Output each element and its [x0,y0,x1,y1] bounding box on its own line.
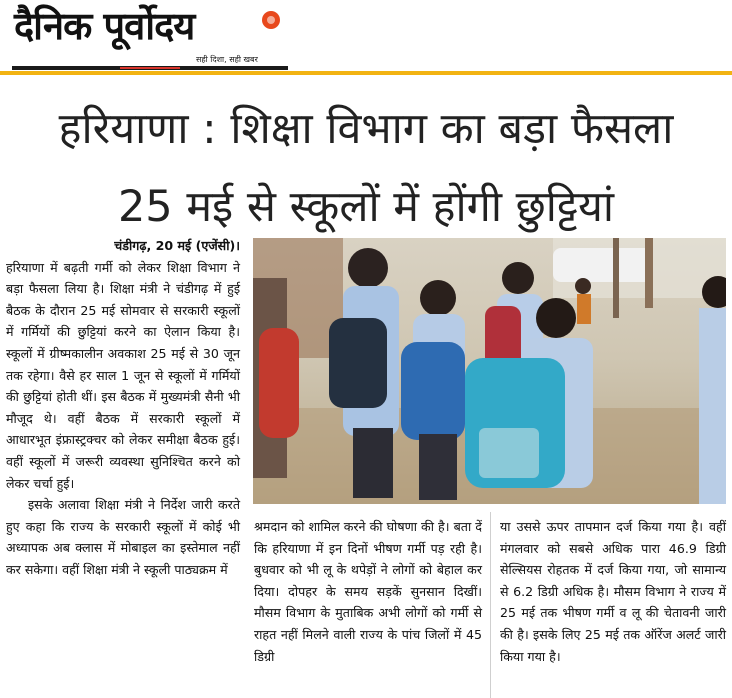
students-photo [253,238,726,504]
column-divider [490,512,491,698]
article-paragraph-4: या उससे ऊपर तापमान दर्ज किया गया है। वहीं मंगलवार को सबसे अधिक पारा 46.9 डिग्री सेल्सियस रोहतक में दर्ज किया गया, जो सामान्य से 6.2 डिग्री अधिक है। मौसम विभाग ने राज्य में 25 मई तक भीषण गर्मी व लू की चेतावनी जारी की है। इसके लिए 25 मई तक ऑरेंज अलर्ट जारी किया गया है। [500,519,726,664]
headline-line-2: 25 मई से स्कूलों में होंगी छुट्टियां [117,182,615,232]
logo-sun-icon [262,11,280,29]
article-column-2 [254,516,482,667]
masthead-divider [0,71,732,75]
article-headline [0,90,732,246]
article-column-3 [500,516,726,667]
article-column-1 [6,235,240,581]
headline-line-1: हरियाणा : शिक्षा विभाग का बड़ा फैसला [58,104,674,154]
masthead [0,0,732,76]
article-paragraph-3: श्रमदान को शामिल करने की घोषणा की है। बता दें कि हरियाणा में इन दिनों भीषण गर्मी पड़ रही है। बुधवार को भी लू के थपेड़ों ने लोगों को बेहाल कर दिया। दोपहर के समय सड़कें सुनसान दिखीं। मौसम विभाग के मुताबिक अभी लोगों को गर्मी से राहत नहीं मिलने वाली राज्य के पांच जिलों में 45 डिग्री [254,519,482,664]
tagline: सही दिशा, सही खबर [196,55,258,64]
masthead-rule-accent [120,67,180,69]
article-paragraph-1: हरियाणा में बढ़ती गर्मी को लेकर शिक्षा विभाग ने बड़ा फैसला लिया है। शिक्षा मंत्री ने चंडीगढ़ में हुई बैठक के दौरान 25 मई सोमवार से सरकारी स्कूलों में गर्मियों की छुट्टियां करने का ऐलान किया है। स्कूलों में ग्रीष्मकालीन अवकाश 25 मई से 30 जून तक रहेगा। वैसे हर साल 1 जून से स्कूलों में गर्मियों की छुट्टियां होती थीं। इस बैठक में मुख्यमंत्री सैनी भी मौजूद थे। वहीं बैठक में सरकारी स्कूलों में आधारभूत इंफ्रास्ट्रक्चर को लेकर समीक्षा बैठक हुई। वहीं स्कूलों में जरूरी व्यवस्था सुनिश्चित करने को लेकर चर्चा हुई। [6,259,240,491]
dateline: चंडीगढ़, 20 मई (एजेंसी)। [114,238,240,253]
newspaper-logo: दैनिक पूर्वोदय [14,4,195,48]
article-paragraph-2: इसके अलावा शिक्षा मंत्री ने निर्देश जारी करते हुए कहा कि राज्य के सरकारी स्कूलों में कोई भी अध्यापक अब क्लास में मोबाइल का इस्तेमाल नहीं कर सकेगा। वहीं शिक्षा मंत्री ने स्कूली पाठ्यक्रम में [6,497,240,577]
